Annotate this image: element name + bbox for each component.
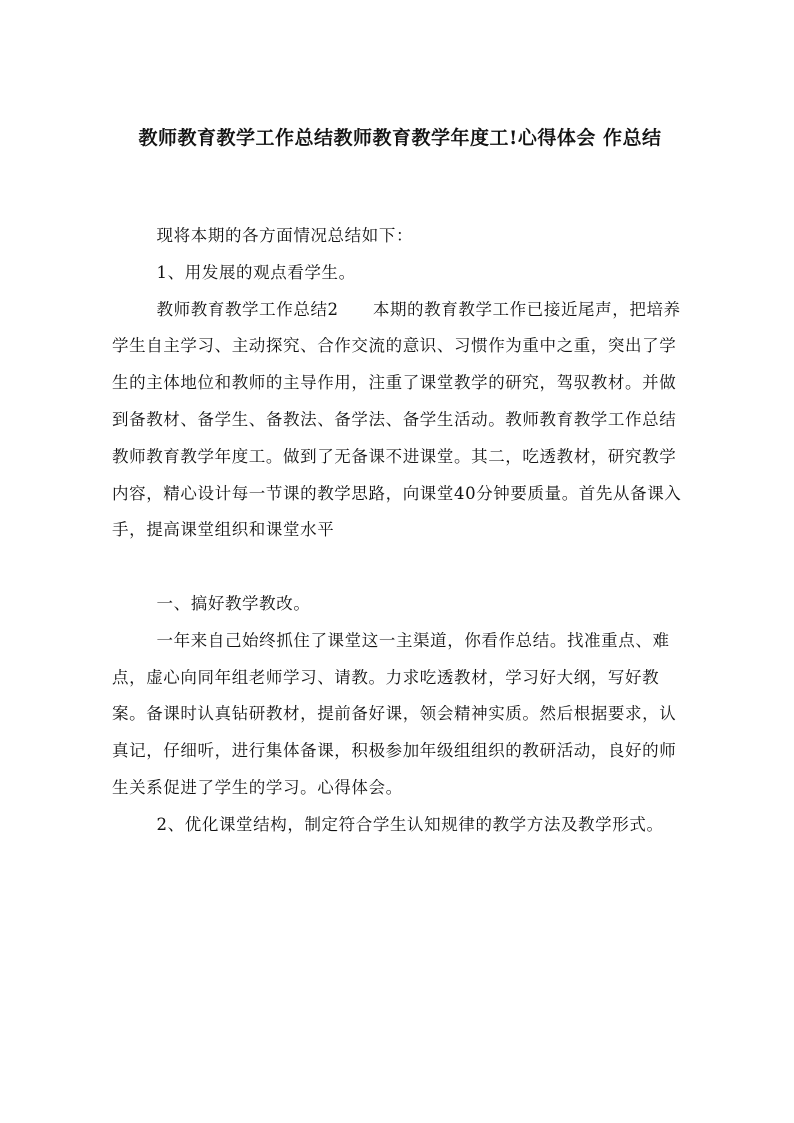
paragraph-classroom: 一年来自己始终抓住了课堂这一主渠道，你看作总结。找准重点、难点，虚心向同年组老师学习、请教。力求吃透教材，学习好大纲，写好教案。备课时认真钻研教材，提前备好课，领会精神实质。然后根据要求，认真记，仔细听，进行集体备课，积极参加年级组组织的教研活动，良好的师生关系促进了学生的学习。心得体会。 (112, 630, 677, 797)
paragraph-point-1: 1、用发展的观点看学生。 (156, 262, 356, 282)
document-body (112, 218, 684, 844)
document-title: 教师教育教学工作总结教师教育教学年度工!心得体会 作总结 (138, 127, 662, 149)
paragraph-point-2: 2、优化课堂结构，制定符合学生认知规律的教学方法及教学形式。 (156, 814, 664, 834)
paragraph-section-1: 一、搞好教学教改。 (156, 593, 311, 613)
paragraph-summary-intro: 现将本期的各方面情况总结如下： (156, 226, 414, 245)
paragraph-work-summary-2: 教师教育教学工作总结2 本期的教育教学工作已接近尾声，把培养学生自主学习、主动探究、合作交流的意识、习惯作为重中之重，突出了学生的主体地位和教师的主导作用，注重了课堂教学的研究，驾驭教材。并做到备教材、备学生、备教法、备学法、备学生活动。教师教育教学工作总结教师教育教学年度工。做到了无备课不进课堂。其二，吃透教材，研究教学内容，精心设计每一节课的教学思路，向课堂40分钟要质量。首先从备课入手，提高课堂组织和课堂水平 (112, 299, 682, 540)
paragraph-gap (112, 549, 684, 586)
